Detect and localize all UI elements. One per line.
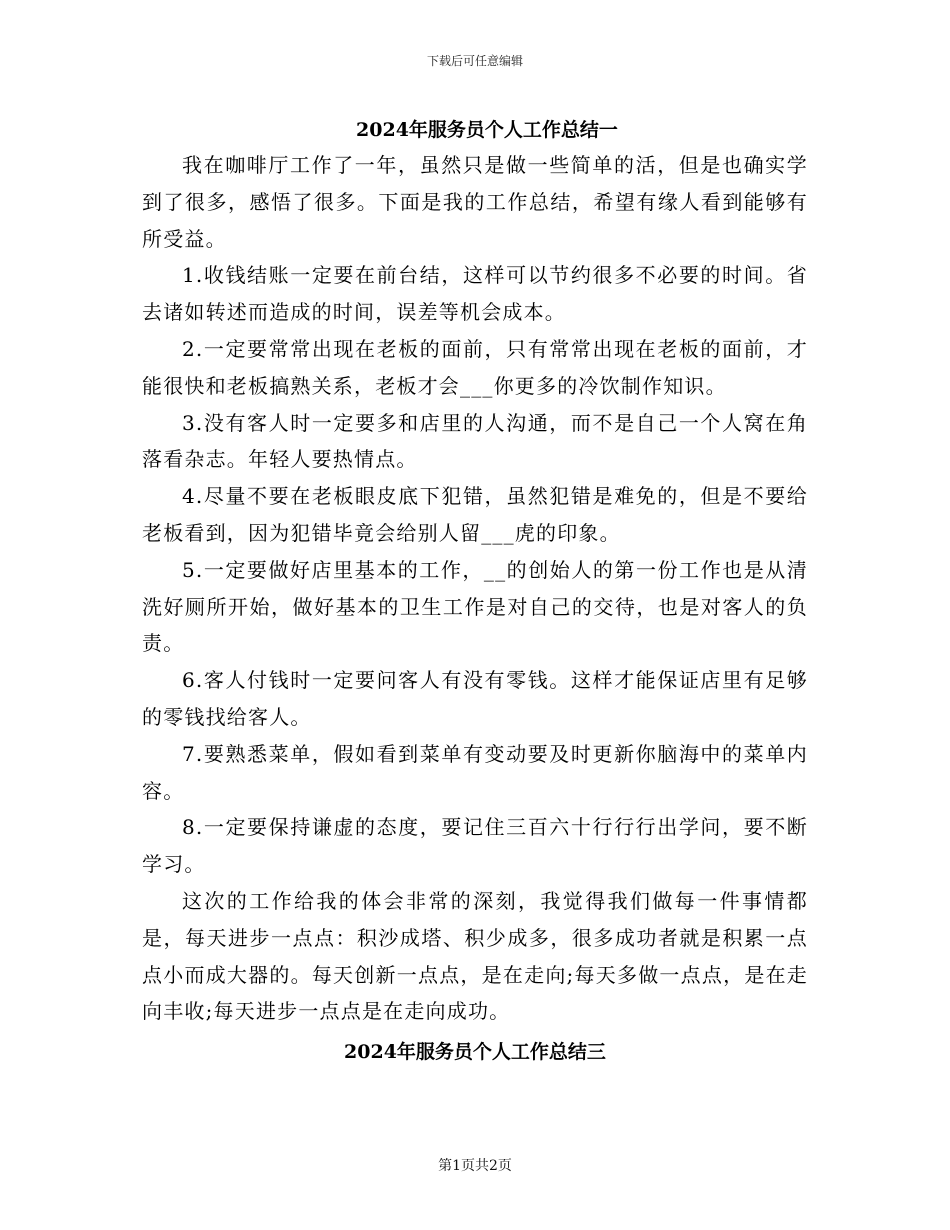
intro-paragraph: 我在咖啡厅工作了一年，虽然只是做一些简单的活，但是也确实学到了很多，感悟了很多。下面是我的工作总结，希望有缘人看到能够有所受益。 <box>142 153 808 251</box>
list-item-5: 5.一定要做好店里基本的工作，__的创始人的第一份工作也是从清洗好厕所开始，做好基本的卫生工作是对自己的交待，也是对客人的负责。 <box>142 557 808 656</box>
page-number: 第1页共2页 <box>438 1158 512 1174</box>
section-1-title: 2024年服务员个人工作总结一 <box>356 119 618 141</box>
page-header-note: 下载后可任意编辑 <box>426 54 523 68</box>
list-item-8: 8.一定要保持谦虚的态度，要记住三百六十行行行出学问，要不断学习。 <box>142 815 808 877</box>
list-item-6: 6.客人付钱时一定要问客人有没有零钱。这样才能保证店里有足够的零钱找给客人。 <box>142 668 808 729</box>
list-item-1: 1.收钱结账一定要在前台结，这样可以节约很多不必要的时间。省去诸如转述而造成的时间，误差等机会成本。 <box>142 263 808 325</box>
list-item-4: 4.尽量不要在老板眼皮底下犯错，虽然犯错是难免的，但是不要给老板看到，因为犯错毕竟会给别人留___虎的印象。 <box>142 484 808 545</box>
conclusion-paragraph: 这次的工作给我的体会非常的深刻，我觉得我们做每一件事情都是，每天进步一点点：积沙成塔、积少成多，很多成功者就是积累一点点小而成大器的。每天创新一点点，是在走向;每天多做一点点，是在走向丰收;每天进步一点点是在走向成功。 <box>142 888 808 1024</box>
section-3-title: 2024年服务员个人工作总结三 <box>344 1041 606 1064</box>
document-body <box>142 113 808 1069</box>
list-item-3: 3.没有客人时一定要多和店里的人沟通，而不是自己一个人窝在角落看杂志。年轻人要热情点。 <box>142 410 808 472</box>
list-item-7: 7.要熟悉菜单，假如看到菜单有变动要及时更新你脑海中的菜单内容。 <box>142 741 808 803</box>
list-item-2: 2.一定要常常出现在老板的面前，只有常常出现在老板的面前，才能很快和老板搞熟关系，老板才会___你更多的冷饮制作知识。 <box>142 336 808 398</box>
